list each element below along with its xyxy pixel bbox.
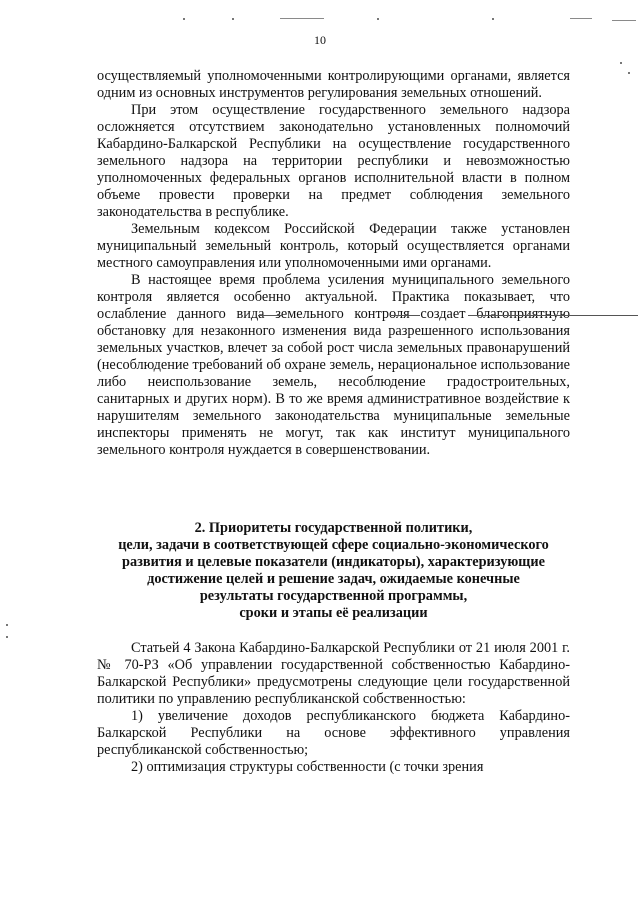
scan-artifact-dot	[6, 636, 8, 638]
section-heading	[97, 520, 570, 622]
scan-artifact-dot	[6, 624, 8, 626]
paragraph-land-code: Земельным кодексом Российской Федерации также установлен муниципальный земельный контроль, который осуществляется органами местного самоуправления или уполномоченными ими органами.	[97, 221, 570, 271]
body-text-bottom	[97, 640, 570, 776]
list-item-2: 2) оптимизация структуры собственности (с точки зрения	[131, 759, 484, 775]
section-heading-line: развития и целевые показатели (индикаторы), характеризующие	[122, 554, 545, 570]
paragraph-municipal-control: В настоящее время проблема усиления муниципального земельного контроля является особенно актуальной. Практика показывает, что ослабление данного вида земельного контроля создает благоприятную обстановку для незаконного изменения вида разрешенного использования земельных участков, влечет за собой рост числа земельных правонарушений (несоблюдение требований об охране земель, нерациональное использование либо неиспользование земель, несоблюдение градостроительных, санитарных и других норм). В то же время административное воздействие к нарушителям земельного законодательства муниципальные земельные инспекторы применять не могут, так как институт муниципального земельного контроля нуждается в совершенствовании.	[97, 272, 570, 458]
scan-artifact-dot	[232, 18, 234, 20]
section-heading-line: цели, задачи в соответствующей сфере социально-экономического	[118, 537, 549, 553]
scan-artifact-dot	[620, 62, 622, 64]
paragraph-supervision: При этом осуществление государственного земельного надзора осложняется отсутствием законодательно установленных полномочий Кабардино-Балкарской Республики на осуществление государственного земельного надзора на территории республики и невозможностью уполномоченных федеральных органов исполнительной власти в полном объеме провести проверки на предмет соблюдения земельного законодательства в республике.	[97, 102, 570, 220]
scan-artifact-dot	[492, 18, 494, 20]
page-number: 10	[314, 33, 326, 47]
section-heading-line: достижение целей и решение задач, ожидаемые конечные	[147, 571, 520, 587]
list-item-1: 1) увеличение доходов республиканского бюджета Кабардино-Балкарской Республики на основе эффективного управления республиканской собственностью;	[97, 708, 570, 758]
scan-artifact-line	[280, 18, 324, 19]
scan-strike-line	[258, 315, 282, 316]
paragraph-intro: осуществляемый уполномоченными контролирующими органами, является одним из основных инструментов регулирования земельных отношений.	[97, 68, 570, 101]
section-heading-line: 2. Приоритеты государственной политики,	[194, 520, 473, 536]
scan-artifact-line	[612, 20, 636, 21]
scan-artifact-dot	[377, 18, 379, 20]
scan-artifact-line	[570, 18, 592, 19]
section-heading-line: результаты государственной программы,	[199, 588, 468, 604]
body-text-top	[97, 68, 570, 459]
section-heading-line: сроки и этапы её реализации	[239, 605, 428, 621]
scan-strike-line	[390, 315, 420, 316]
paragraph-law-article: Статьей 4 Закона Кабардино-Балкарской Республики от 21 июля 2001 г. № 70-РЗ «Об управлении государственной собственностью Кабардино-Балкарской Республики» предусмотрены следующие цели государственной политики по управлению республиканской собственностью:	[97, 640, 570, 707]
scan-artifact-dot	[183, 18, 185, 20]
scan-artifact-dot	[628, 72, 630, 74]
scan-strike-line	[468, 315, 638, 316]
